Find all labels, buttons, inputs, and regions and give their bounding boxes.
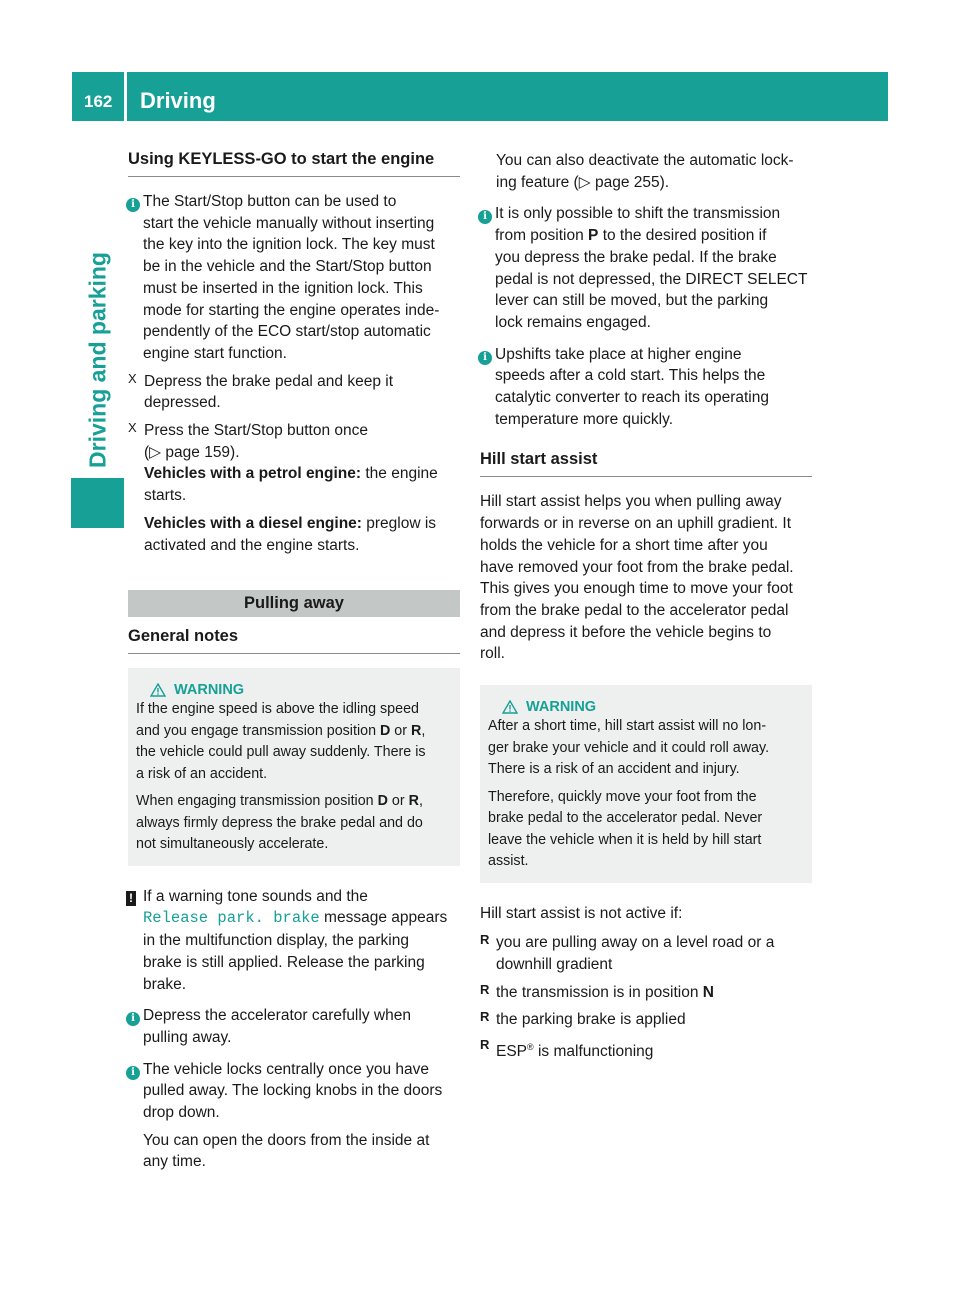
text-line: ESP® is malfunctioning — [496, 1042, 654, 1061]
info-note-keyless — [128, 191, 460, 365]
bullet-icon: R — [480, 932, 490, 948]
text-line: brake. — [143, 975, 187, 993]
text-line: Vehicles with a diesel engine: preglow is — [144, 514, 437, 532]
side-tab-label: Driving and parking — [84, 252, 111, 468]
text-line: a risk of an accident. — [136, 765, 268, 782]
text-line: speeds after a cold start. This helps the — [495, 367, 766, 385]
text-line: Press the Start/Stop button once — [144, 422, 369, 440]
text-line: You can also deactivate the automatic lock- — [496, 152, 794, 169]
right-column — [480, 150, 812, 1063]
text-line: Depress the brake pedal and keep it — [144, 372, 394, 390]
text-line: mode for starting the engine operates inde- — [143, 301, 440, 319]
heading-hill-start-assist: Hill start assist — [480, 450, 812, 477]
page-number: 162 — [84, 92, 113, 111]
caution-note-park-brake — [128, 886, 460, 996]
info-note-upshift — [480, 344, 812, 431]
text-line: Hill start assist is not active if: — [480, 904, 683, 922]
text-line: the key into the ignition lock. The key must — [143, 236, 435, 254]
text-line: in the multifunction display, the parking — [143, 932, 409, 950]
text-line: depressed. — [144, 394, 221, 412]
bullet-icon: R — [480, 981, 490, 997]
warning-triangle-icon — [502, 700, 518, 714]
page-reference[interactable]: (▷ page 159). — [144, 443, 240, 461]
text-line: engine start function. — [143, 344, 287, 362]
warning-triangle-icon — [150, 683, 166, 697]
ref-arrow-icon: ▷ — [578, 173, 591, 191]
text-line: Therefore, quickly move your foot from the — [488, 788, 757, 805]
text-line: The Start/Stop button can be used to — [143, 193, 397, 210]
left-column — [128, 150, 460, 1173]
text-line: Release park. brake message appears — [143, 909, 448, 928]
text-line: the transmission is in position N — [496, 983, 714, 1001]
text-line: starts. — [144, 487, 187, 505]
list-item — [480, 982, 812, 1004]
page-reference[interactable]: ing feature (▷ page 255). — [496, 173, 670, 191]
text-line: catalytic converter to reach its operating — [495, 389, 769, 407]
heading-general-notes: General notes — [128, 627, 460, 654]
text-line: leave the vehicle when it is held by hill start — [488, 831, 762, 848]
text-line: must be inserted in the ignition lock. This — [143, 279, 423, 297]
text-line: There is a risk of an accident and injury. — [488, 761, 740, 778]
text-line: pulled away. The locking knobs in the doors — [143, 1082, 443, 1100]
text-line: you depress the brake pedal. If the brake — [495, 248, 777, 266]
text-line: lever can still be moved, but the parking — [495, 292, 769, 310]
step-depress-brake — [128, 371, 460, 414]
text-line: holds the vehicle for a short time after you — [480, 536, 768, 554]
text-line: downhill gradient — [496, 955, 613, 973]
text-line: activated and the engine starts. — [144, 536, 360, 554]
text-line: roll. — [480, 645, 505, 663]
ref-arrow-icon: ▷ — [149, 443, 162, 461]
text-line: brake is still applied. Release the parking — [143, 953, 425, 971]
info-icon: i — [126, 198, 140, 212]
text-line: not simultaneously accelerate. — [136, 836, 329, 853]
section-band-pulling-away: Pulling away — [128, 590, 460, 617]
text-line: lock remains engaged. — [495, 313, 651, 331]
text-line: You can open the doors from the inside at — [143, 1131, 430, 1149]
list-item — [480, 1037, 812, 1063]
text-line: forwards or in reverse on an uphill gradient. It — [480, 515, 792, 533]
side-tab-block — [71, 478, 124, 528]
bullet-icon: R — [480, 1009, 490, 1025]
text-line: start the vehicle manually without inserting — [143, 214, 435, 232]
text-line: from the brake pedal to the accelerator pedal — [480, 601, 789, 619]
text-line: After a short time, hill start assist will no lon- — [488, 718, 767, 735]
text-line: the vehicle could pull away suddenly. There is — [136, 744, 426, 761]
text-line: be in the vehicle and the Start/Stop button — [143, 258, 432, 276]
text-line: pulling away. — [143, 1028, 232, 1046]
text-line: pedal is not depressed, the DIRECT SELECT — [495, 270, 808, 288]
section-title: Driving — [140, 88, 216, 113]
text-line: always firmly depress the brake pedal and do — [136, 814, 423, 831]
text-line: and depress it before the vehicle begins to — [480, 623, 772, 641]
exclamation-icon: ! — [126, 891, 136, 906]
info-note-accelerator — [128, 1005, 460, 1048]
text-line: When engaging transmission position D or R, — [136, 793, 423, 810]
text-line: It is only possible to shift the transmission — [495, 205, 781, 223]
heading-keyless-go: Using KEYLESS-GO to start the engine — [128, 150, 460, 177]
text-line: Depress the accelerator carefully when — [143, 1007, 411, 1025]
text-line: temperature more quickly. — [495, 410, 674, 428]
warning-box-hill-start — [480, 685, 812, 883]
text-line: This gives you enough time to move your foot — [480, 580, 793, 598]
header-divider — [124, 72, 127, 121]
text-line: any time. — [143, 1153, 206, 1171]
text-line: Vehicles with a petrol engine: the engine — [144, 465, 438, 483]
text-line: ger brake your vehicle and it could roll away. — [488, 739, 770, 756]
list-item — [480, 932, 812, 975]
text-line: you are pulling away on a level road or a — [496, 934, 775, 952]
warning-box-pull-away — [128, 668, 460, 866]
text-line: Upshifts take place at higher engine — [495, 345, 742, 363]
info-icon: i — [126, 1012, 140, 1026]
step-arrow-icon: X — [128, 420, 137, 436]
text-line: Hill start assist helps you when pulling away — [480, 493, 782, 511]
info-note-shift — [480, 203, 812, 333]
text-line: and you engage transmission position D or R, — [136, 722, 426, 739]
text-line: brake pedal to the accelerator pedal. Never — [488, 810, 763, 827]
warning-title: WARNING — [526, 699, 597, 716]
text-line: pendently of the ECO start/stop automatic — [143, 323, 431, 341]
bullet-icon: R — [480, 1037, 490, 1053]
text-line: If a warning tone sounds and the — [143, 887, 368, 905]
step-press-start-stop — [128, 420, 460, 556]
text-line: the parking brake is applied — [496, 1011, 686, 1029]
text-line: have removed your foot from the brake pedal. — [480, 558, 794, 576]
warning-title: WARNING — [174, 682, 245, 699]
list-item — [480, 1009, 812, 1031]
text-line: If the engine speed is above the idling speed — [136, 701, 419, 718]
text-line: assist. — [488, 853, 529, 870]
text-line: The vehicle locks centrally once you have — [143, 1060, 430, 1078]
info-icon: i — [478, 351, 492, 365]
info-icon: i — [478, 210, 492, 224]
text-line: from position P to the desired position if — [495, 227, 767, 245]
info-note-central-locking — [128, 1059, 460, 1174]
info-icon: i — [126, 1066, 140, 1080]
display-message: Release park. brake — [143, 909, 320, 928]
text-line: drop down. — [143, 1104, 220, 1122]
step-arrow-icon: X — [128, 370, 137, 386]
